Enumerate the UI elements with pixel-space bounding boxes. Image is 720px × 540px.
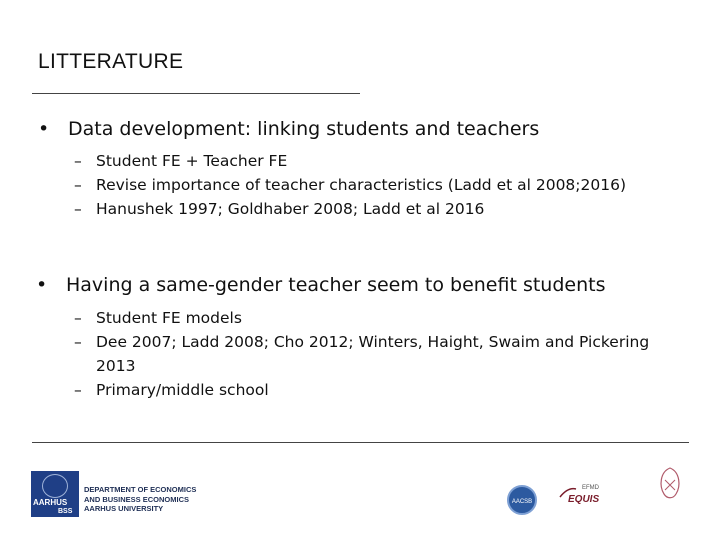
dash-symbol: –: [74, 176, 82, 194]
department-line-1: DEPARTMENT OF ECONOMICS: [84, 485, 197, 494]
equis-logo: [556, 483, 606, 517]
bullet-text: Data development: linking students and teachers: [68, 118, 540, 140]
dash-symbol: –: [74, 309, 82, 327]
subitem: [74, 173, 684, 197]
subitem-text: Student FE models: [96, 309, 242, 327]
bullet-text: Having a same-gender teacher seem to benefit students: [66, 274, 606, 296]
subitem-text: Student FE + Teacher FE: [96, 152, 288, 170]
bullet-symbol: •: [36, 274, 48, 296]
aacsb-logo: AACSB: [507, 485, 537, 515]
department-name: [84, 485, 196, 514]
subitem-text: Primary/middle school: [96, 381, 269, 399]
department-line-3: AARHUS UNIVERSITY: [84, 504, 164, 513]
tuborg-foundation-logo: [617, 463, 689, 518]
university-seal-icon: [42, 474, 68, 498]
bullet-2-subitems: [74, 306, 674, 402]
subitem: [74, 197, 684, 221]
subitem-text: Hanushek 1997; Goldhaber 2008; Ladd et al 2016: [96, 200, 485, 218]
efmd-text: EFMD: [582, 485, 599, 491]
subitem-text: Dee 2007; Ladd 2008; Cho 2012; Winters, Haight, Swaim and Pickering 2013: [96, 333, 650, 375]
subitem: [74, 378, 674, 402]
equis-text: EQUIS: [568, 494, 600, 505]
footer-divider: [32, 442, 689, 443]
dash-symbol: –: [74, 381, 82, 399]
subitem: [74, 330, 674, 378]
slide-title: LITTERATURE: [38, 50, 184, 73]
dash-symbol: –: [74, 333, 82, 351]
subitem-text: Revise importance of teacher characteristics (Ladd et al 2008;2016): [96, 176, 627, 194]
foundation-emblem-icon: [656, 466, 684, 502]
logo-line-1: AARHUS: [33, 498, 68, 507]
department-line-2: AND BUSINESS ECONOMICS: [84, 494, 190, 504]
subitem: [74, 306, 674, 330]
aarhus-bss-logo: [31, 471, 79, 517]
subitem: [74, 149, 684, 173]
bullet-1-subitems: [74, 149, 684, 221]
bullet-item-1: [38, 118, 539, 140]
title-underline: [32, 93, 360, 94]
dash-symbol: –: [74, 152, 82, 170]
bullet-symbol: •: [38, 118, 50, 140]
bullet-item-2: [36, 274, 606, 296]
logo-line-2: BSS: [58, 508, 73, 515]
dash-symbol: –: [74, 200, 82, 218]
